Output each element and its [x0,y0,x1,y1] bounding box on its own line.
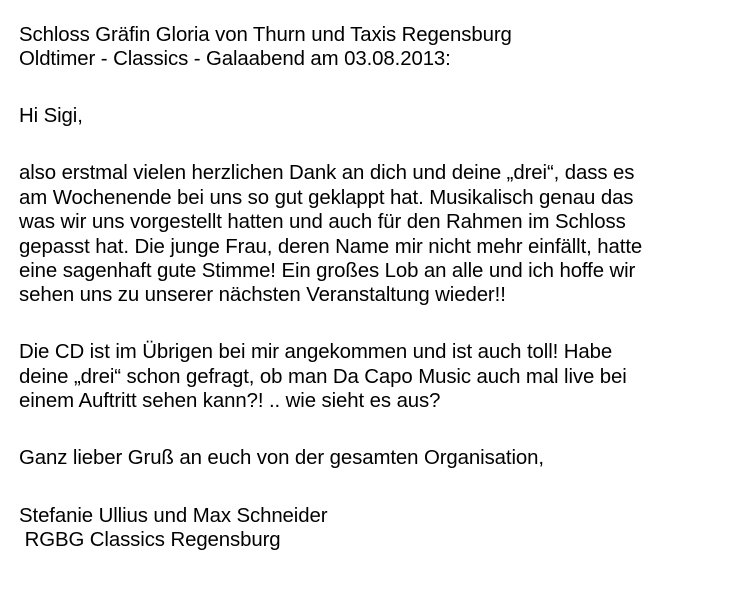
paragraph-line: einem Auftritt sehen kann?! .. wie sieht es aus? [19,390,441,413]
paragraph-line: am Wochenende bei uns so gut geklappt hat. Musikalisch genau das [19,186,634,209]
spacer [19,414,739,447]
event-title-heading: Oldtimer - Classics - Galaabend am 03.08.2013: [19,48,451,71]
paragraph-line: also erstmal vielen herzlichen Dank an dich und deine „drei“, dass es [19,162,635,185]
paragraph-line: sehen uns zu unserer nächsten Veranstaltung wieder!! [19,284,506,307]
paragraph-thanks [19,161,739,307]
spacer [19,129,739,162]
event-venue-heading: Schloss Gräfin Gloria von Thurn und Taxis Regensburg [19,24,512,46]
paragraph-cd [19,340,739,413]
paragraph-line: deine „drei“ schon gefragt, ob man Da Capo Music auch mal live bei [19,365,627,388]
spacer [19,308,739,341]
greeting: Hi Sigi, [19,105,83,128]
closing-line: Ganz lieber Gruß an euch von der gesamten Organisation, [19,447,544,470]
paragraph-line: eine sagenhaft gute Stimme! Ein großes Lob an alle und ich hoffe wir [19,260,636,283]
paragraph-line: Die CD ist im Übrigen bei mir angekommen und ist auch toll! Habe [19,341,613,364]
signature-names: Stefanie Ullius und Max Schneider [19,504,328,527]
paragraph-line: was wir uns vorgestellt hatten und auch für den Rahmen im Schloss [19,211,626,234]
spacer [19,72,739,105]
letter-body [19,23,739,552]
spacer [19,471,739,504]
signature-organization: RGBG Classics Regensburg [19,529,281,552]
paragraph-line: gepasst hat. Die junge Frau, deren Name mir nicht mehr einfällt, hatte [19,235,643,258]
